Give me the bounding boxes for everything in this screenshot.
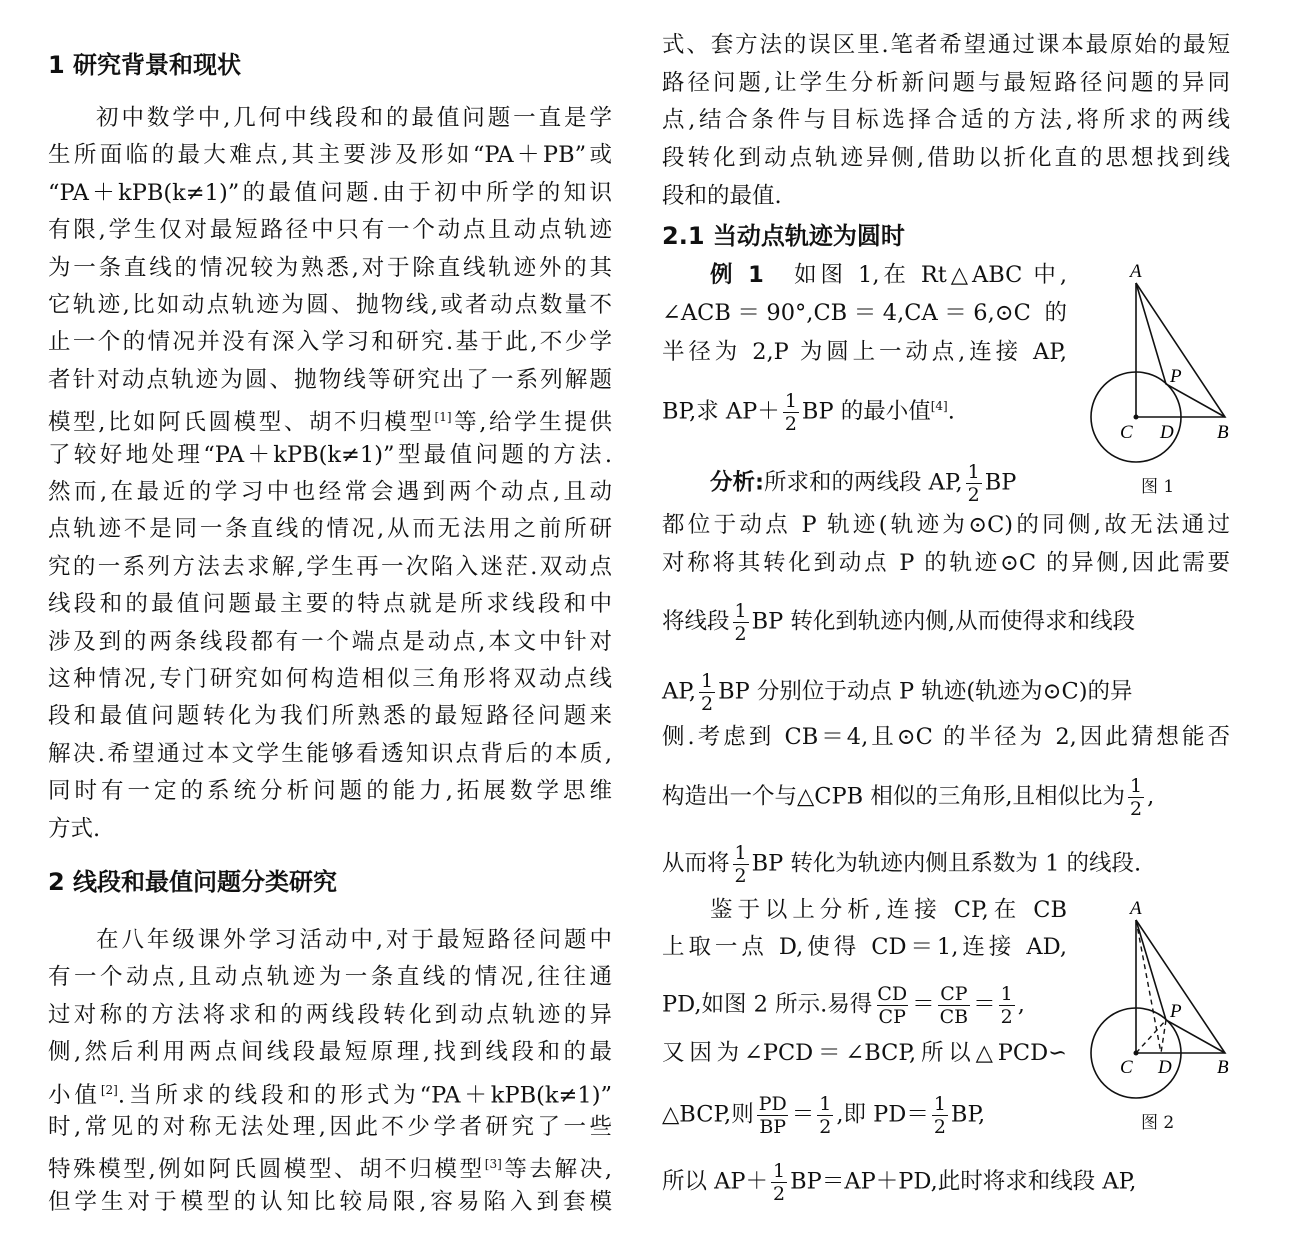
- text-segment: 段转化到动点轨迹异侧,借助以折化直的思想找到线: [662, 145, 1230, 171]
- text-segment: 段和的最值.: [662, 183, 782, 209]
- text-segment: 侧,然后利用两点间线段最短原理,找到线段和的最: [48, 1039, 612, 1066]
- point-c: [1134, 415, 1139, 420]
- text-line: [48, 701, 612, 731]
- label-c: C: [1120, 422, 1133, 443]
- text-segment: 从而将: [662, 850, 730, 877]
- denominator: 2: [967, 484, 980, 506]
- text-segment: .: [947, 398, 955, 425]
- text-segment: 止一个的情况并没有深入学习和研究.基于此,不少学: [48, 329, 612, 356]
- label-d: D: [1160, 422, 1174, 443]
- denominator: 2: [734, 865, 747, 887]
- label-b: B: [1217, 1057, 1229, 1078]
- text-line: [662, 105, 1230, 135]
- text-segment: ＝: [973, 991, 996, 1018]
- text-line: [662, 1160, 1230, 1205]
- text-segment: 为一条直线的情况较为熟悉,对于除直线轨迹外的其: [48, 254, 612, 281]
- numerator: 1: [784, 390, 797, 412]
- numerator: 1: [933, 1093, 946, 1115]
- text-line: [48, 215, 612, 245]
- text-segment: 路径问题,让学生分析新问题与最短路径问题的异同: [662, 70, 1230, 96]
- text-line: [48, 327, 612, 357]
- text-segment: 将线段: [662, 608, 730, 635]
- denominator: CP: [878, 1006, 906, 1028]
- text-segment: ,即 PD＝: [836, 1101, 929, 1128]
- numerator: 1: [700, 670, 714, 692]
- point-c: [1134, 1051, 1139, 1056]
- citation: [2]: [100, 1082, 118, 1097]
- text-line: [48, 253, 612, 283]
- text-line: [48, 440, 612, 470]
- text-segment: 生所面临的最大难点,其主要涉及形如“PA＋PB”或: [48, 142, 612, 169]
- text-segment: 解决.希望通过本文学生能够看透知识点背后的本质,: [48, 740, 612, 767]
- text-segment: 半径为 2,P 为圆上一动点,连接 AP,: [662, 339, 1067, 365]
- numerator: CP: [940, 983, 968, 1005]
- text-line: [662, 260, 1067, 290]
- citation: [1]: [434, 410, 452, 425]
- numerator: 1: [1000, 983, 1013, 1005]
- text-line: [48, 776, 612, 806]
- text-segment: 它轨迹,比如动点轨迹为圆、抛物线,或者动点数量不: [48, 292, 612, 318]
- text-segment: 又因为∠PCD＝∠BCP,所以△PCD∽: [662, 1040, 1067, 1066]
- text-segment: BP,求 AP＋: [662, 398, 780, 425]
- denominator: 2: [819, 1116, 832, 1138]
- fraction: [783, 390, 799, 435]
- fraction: [771, 1160, 787, 1205]
- section-1-heading: 1 研究背景和现状: [48, 51, 242, 79]
- text-segment: 有限,学生仅对最短路径中只有一个动点且动点轨迹: [48, 217, 612, 244]
- text-segment: BP 转化到轨迹内侧,从而使得求和线段: [751, 608, 1136, 635]
- denominator: 2: [933, 1116, 946, 1138]
- figure-2: [1070, 890, 1300, 1140]
- text-line: [48, 103, 612, 133]
- text-segment: AP,: [662, 678, 696, 705]
- text-segment: 同时有一定的系统分析问题的能力,拓展数学思维: [48, 778, 612, 805]
- text-segment: BP 转化为轨迹内侧且系数为 1 的线段.: [751, 850, 1142, 877]
- fraction: [757, 1093, 789, 1138]
- text-line: [48, 1000, 612, 1030]
- text-segment: .当所求的线段和的形式为“PA＋kPB(k≠1)”: [117, 1082, 612, 1109]
- text-line: [662, 775, 1230, 820]
- denominator: 2: [773, 1183, 786, 1205]
- numerator: CD: [877, 983, 908, 1005]
- text-segment: 构造出一个与△CPB 相似的三角形,且相似比为: [662, 783, 1125, 810]
- text-segment: 初中数学中,几何中线段和的最值问题一直是学: [96, 105, 612, 131]
- text-segment: 小值: [48, 1082, 101, 1109]
- text-line: [48, 925, 612, 955]
- text-segment: 上取一点 D,使得 CD＝1,连接 AD,: [662, 934, 1067, 960]
- section-2-heading: 2 线段和最值问题分类研究: [48, 868, 338, 896]
- text-segment: 段和最值问题转化为我们所熟悉的最短路径问题来: [48, 703, 612, 730]
- text-segment: 等,给学生提供: [451, 409, 613, 436]
- text-segment: 究的一系列方法去求解,学生再一次陷入迷茫.双动点: [48, 553, 612, 580]
- text-segment: BP 的最小值: [801, 398, 931, 425]
- text-segment: 这种情况,专门研究如何构造相似三角形将双动点线: [48, 666, 612, 692]
- text-line: [662, 181, 1230, 211]
- label-b: B: [1217, 422, 1229, 443]
- text-line: [48, 1075, 612, 1109]
- fraction: [733, 842, 749, 887]
- citation: [4]: [930, 399, 948, 413]
- section-2-1-heading: 2.1 当动点轨迹为圆时: [662, 222, 905, 250]
- text-line: [48, 664, 612, 694]
- text-line: [662, 1038, 1067, 1068]
- text-segment: 过对称的方法将求和的两线段转化到动点轨迹的异: [48, 1001, 612, 1028]
- numerator: 1: [967, 461, 980, 483]
- fraction: [966, 461, 982, 506]
- label-c: C: [1120, 1057, 1133, 1078]
- example-label: 例 1: [710, 262, 764, 288]
- fraction: [999, 983, 1015, 1028]
- text-segment: 都位于动点 P 轨迹(轨迹为⊙C)的同侧,故无法通过: [662, 512, 1230, 538]
- fraction: [733, 600, 749, 645]
- figure-1-caption: 图 1: [1141, 477, 1175, 497]
- text-segment: 时,常见的对称无法处理,因此不少学者研究了一些: [48, 1114, 612, 1140]
- text-line: [662, 143, 1230, 173]
- text-line: [662, 30, 1230, 60]
- text-line: [48, 552, 612, 582]
- text-line: [662, 722, 1230, 752]
- text-line: [662, 895, 1067, 925]
- text-segment: 有一个动点,且动点轨迹为一条直线的情况,往往通: [48, 964, 612, 991]
- text-line: [48, 1112, 612, 1142]
- text-segment: PD,如图 2 所示.易得: [662, 991, 873, 1018]
- denominator: 2: [1000, 1006, 1013, 1028]
- text-line: [662, 510, 1230, 540]
- label-d: D: [1158, 1057, 1172, 1078]
- text-segment: “PA＋kPB(k≠1)”的最值问题.由于初中所学的知识: [48, 179, 612, 206]
- text-segment: 点轨迹不是同一条直线的情况,从而无法用之前所研: [48, 516, 612, 543]
- numerator: PD: [758, 1093, 787, 1115]
- text-segment: 然而,在最近的学习中也经常会遇到两个动点,且动: [48, 479, 612, 505]
- numerator: 1: [734, 842, 747, 864]
- denominator: 2: [700, 693, 714, 715]
- text-segment: BP: [984, 469, 1017, 496]
- text-line: [48, 1037, 612, 1067]
- text-segment: 但学生对于模型的认知比较局限,容易陷入到套模: [48, 1188, 612, 1215]
- text-segment: 模型,比如阿氏圆模型、胡不归模型: [48, 409, 435, 436]
- figure-2-caption: 图 2: [1141, 1113, 1175, 1133]
- text-line: [662, 670, 1230, 715]
- text-segment: 线段和的最值问题最主要的特点就是所求线段和中: [48, 591, 612, 618]
- text-segment: 对称将其转化到动点 P 的轨迹⊙C 的异侧,因此需要: [662, 550, 1230, 576]
- citation: [3]: [484, 1157, 502, 1172]
- triangle-abc: [1136, 920, 1225, 1053]
- label-p: P: [1170, 1001, 1182, 1022]
- fraction: [932, 1093, 948, 1138]
- fraction: [875, 983, 909, 1028]
- fraction: [1128, 775, 1144, 820]
- text-line: [48, 627, 612, 657]
- denominator: 2: [784, 413, 797, 435]
- text-segment: 者针对动点轨迹为圆、抛物线等研究出了一系列解题: [48, 366, 612, 393]
- text-segment: △BCP,则: [662, 1101, 754, 1128]
- label-a: A: [1130, 898, 1142, 919]
- text-line: [48, 365, 612, 395]
- text-line: [48, 1149, 613, 1183]
- text-segment: 等去解决,: [501, 1156, 613, 1183]
- numerator: 1: [1130, 775, 1143, 797]
- text-segment: 了较好地处理“PA＋kPB(k≠1)”型最值问题的方法.: [48, 441, 612, 468]
- text-line: [662, 932, 1067, 962]
- fraction: [699, 670, 715, 715]
- label-p: P: [1170, 366, 1182, 387]
- denominator: 2: [1130, 798, 1143, 820]
- text-segment: BP,: [950, 1101, 986, 1128]
- text-line: [48, 962, 612, 992]
- text-segment: ,: [1147, 783, 1155, 810]
- text-line: [48, 178, 612, 208]
- figure-1: [1070, 250, 1300, 500]
- text-segment: BP＝AP＋PD,此时将求和线段 AP,: [790, 1168, 1137, 1195]
- fraction: [817, 1093, 833, 1138]
- denominator: CB: [939, 1006, 969, 1028]
- text-segment: ＝: [791, 1101, 815, 1128]
- text-segment: 方式.: [48, 815, 101, 842]
- text-line: [48, 514, 612, 544]
- numerator: 1: [734, 600, 747, 622]
- label-a: A: [1130, 261, 1142, 282]
- denominator: 2: [734, 623, 747, 645]
- text-line: [48, 1187, 612, 1217]
- text-segment: 鉴于以上分析,连接 CP,在 CB: [710, 897, 1067, 923]
- numerator: 1: [819, 1093, 832, 1115]
- text-line: [662, 842, 1230, 887]
- text-line: [662, 600, 1230, 645]
- text-segment: ,: [1017, 991, 1025, 1018]
- numerator: 1: [773, 1160, 786, 1182]
- text-line: [48, 589, 612, 619]
- text-segment: 特殊模型,例如阿氏圆模型、胡不归模型: [48, 1156, 485, 1183]
- example-label: 分析:: [710, 469, 764, 496]
- denominator: BP: [759, 1116, 787, 1138]
- text-line: [662, 548, 1230, 578]
- text-line: [662, 298, 1067, 328]
- text-line: [662, 337, 1067, 367]
- text-line: [48, 739, 612, 769]
- fraction: [938, 983, 971, 1028]
- text-segment: 在八年级课外学习活动中,对于最短路径问题中: [96, 927, 612, 953]
- text-segment: 如图 1,在 Rt△ABC 中,: [763, 262, 1067, 288]
- text-segment: 式、套方法的误区里.笔者希望通过课本最原始的最短: [662, 32, 1230, 58]
- text-segment: ∠ACB＝90°,CB＝4,CA＝6,⊙C 的: [662, 300, 1067, 326]
- text-line: [48, 140, 612, 170]
- text-line: [662, 68, 1230, 98]
- text-line: [662, 461, 1067, 506]
- text-line: [662, 1093, 1067, 1138]
- triangle-abc: [1136, 283, 1225, 417]
- text-segment: ＝: [912, 991, 935, 1018]
- text-line: [48, 290, 612, 320]
- text-line: [662, 390, 1067, 435]
- text-segment: 涉及到的两条线段都有一个端点是动点,本文中针对: [48, 628, 612, 655]
- text-line: [662, 983, 1067, 1028]
- text-line: [48, 477, 612, 507]
- text-segment: 所求和的两线段 AP,: [764, 469, 963, 496]
- text-segment: 点,结合条件与目标选择合适的方法,将所求的两线: [662, 107, 1230, 133]
- text-line: [48, 814, 612, 844]
- text-segment: 侧.考虑到 CB＝4,且⊙C 的半径为 2,因此猜想能否: [662, 724, 1230, 750]
- text-segment: 所以 AP＋: [662, 1168, 769, 1195]
- text-segment: BP 分别位于动点 P 轨迹(轨迹为⊙C)的异: [718, 678, 1133, 705]
- text-line: [48, 402, 613, 436]
